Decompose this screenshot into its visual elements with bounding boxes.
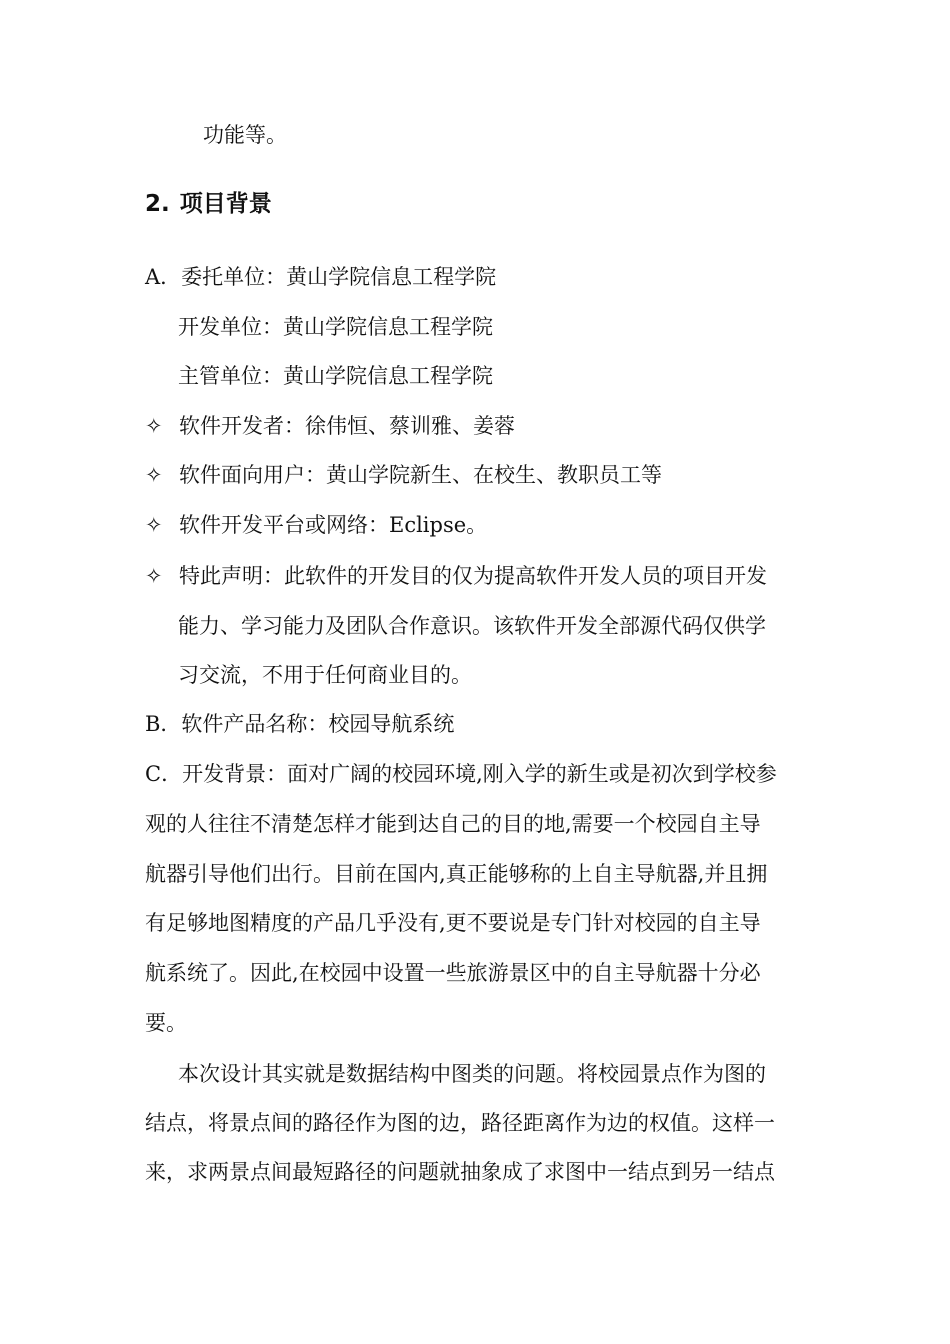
bullet-icon: ✧ bbox=[145, 564, 163, 588]
bullet-developers bbox=[145, 411, 515, 441]
bullet-text: 软件面向用户：黄山学院新生、在校生、教职员工等 bbox=[179, 463, 662, 487]
developer-unit: 开发单位：黄山学院信息工程学院 bbox=[178, 315, 493, 339]
supervisor-unit: 主管单位：黄山学院信息工程学院 bbox=[178, 364, 493, 388]
background-line-3: 航器引导他们出行。目前在国内,真正能够称的上自主导航器,并且拥 bbox=[145, 862, 768, 886]
section-number: 2. bbox=[145, 191, 170, 217]
statement-line-3: 习交流，不用于任何商业目的。 bbox=[178, 663, 472, 687]
commissioning-unit: A．委托单位：黄山学院信息工程学院 bbox=[145, 265, 497, 289]
section-heading bbox=[145, 188, 272, 220]
bullet-text: 软件开发者：徐伟恒、蔡训雅、姜蓉 bbox=[179, 414, 515, 438]
bullet-icon: ✧ bbox=[145, 414, 163, 438]
design-line-2: 结点，将景点间的路径作为图的边，路径距离作为边的权值。这样一 bbox=[145, 1111, 775, 1135]
background-line-4: 有足够地图精度的产品几乎没有,更不要说是专门针对校园的自主导 bbox=[145, 911, 761, 935]
background-line-6: 要。 bbox=[145, 1011, 187, 1035]
design-line-3: 来，求两景点间最短路径的问题就抽象成了求图中一结点到另一结点 bbox=[145, 1160, 775, 1184]
background-line-5: 航系统了。因此,在校园中设置一些旅游景区中的自主导航器十分必 bbox=[145, 961, 761, 985]
section-title: 项目背景 bbox=[179, 191, 272, 217]
bullet-icon: ✧ bbox=[145, 513, 163, 537]
product-name: B．软件产品名称：校园导航系统 bbox=[145, 712, 455, 736]
statement-line-2: 能力、学习能力及团队合作意识。该软件开发全部源代码仅供学 bbox=[178, 614, 766, 638]
background-line-2: 观的人往往不清楚怎样才能到达自己的目的地,需要一个校园自主导 bbox=[145, 812, 761, 836]
bullet-platform bbox=[145, 510, 487, 540]
top-fragment: 功能等。 bbox=[203, 123, 287, 147]
background-line-1: C．开发背景：面对广阔的校园环境,刚入学的新生或是初次到学校参 bbox=[145, 762, 777, 786]
bullet-users bbox=[145, 460, 662, 490]
design-line-1: 本次设计其实就是数据结构中图类的问题。将校园景点作为图的 bbox=[178, 1062, 766, 1086]
bullet-text: 特此声明：此软件的开发目的仅为提高软件开发人员的项目开发 bbox=[179, 564, 767, 588]
bullet-icon: ✧ bbox=[145, 463, 163, 487]
bullet-text: 软件开发平台或网络：Eclipse。 bbox=[179, 513, 488, 537]
bullet-statement bbox=[145, 561, 767, 591]
